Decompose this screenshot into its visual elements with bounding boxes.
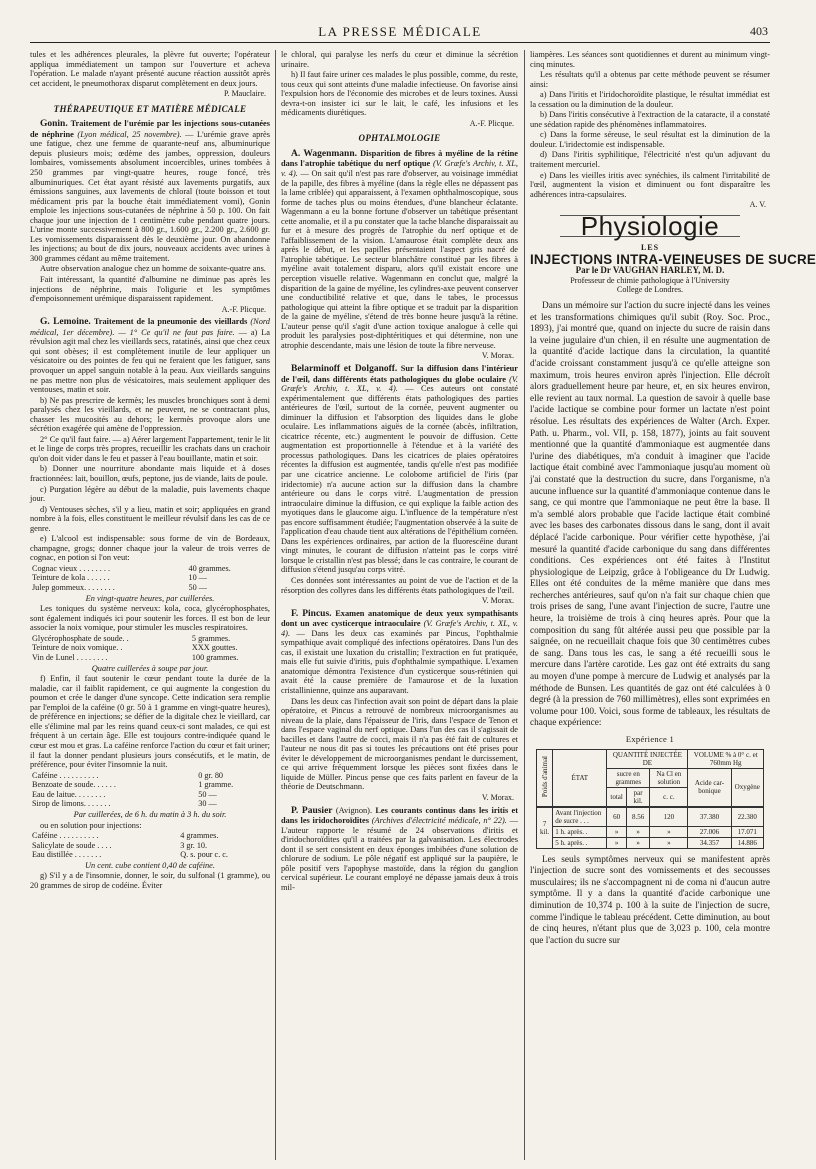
rx-dose: 10 — [188, 573, 207, 583]
prescription-line [30, 771, 270, 781]
paragraph: b) Dans l'iritis consécutive à l'extraction de la cataracte, il a constaté une sédation rapide des phénomènes inflammatoires. [530, 110, 770, 129]
running-title: LA PRESSE MÉDICALE [318, 24, 482, 39]
table-cell: 120 [650, 807, 688, 827]
abstract-text: — Dans les deux cas examinés par Pincus, l'ophthalmie sympathique avait compliqué des infections opératoires. Dans l'un des cas, il existait une luxation du cristallin; l'extraction en fut pratiquée, mais elle fut suivie d'iritis, puis d'ophthalmie sympathique. L'examen anatomique démontra l'existence d'un cysticerque sous-rétinien qui avait été la cause première de l'amaurose et de la luxation cristallinienne, quinze ans auparavant. [281, 628, 518, 695]
paragraph: h) Il faut faire uriner ces malades le plus possible, comme, du reste, tous ceux qui sont atteints d'une maladie infectieuse. On favorise ainsi l'expulsion hors de l'économie des microbes et de leurs toxines. Aussi devra-t-on insister ici sur le lait, le café, les infusions et les médicaments diurétiques. [281, 70, 518, 118]
abstract-text: — a) La révulsion agit mal chez les vieillards secs, ratatinés, ainsi que chez ceux qui sont obèses; il est complètement inutile de leur appliquer un vésicatoire ou des pointes de feu qui ne feraient que les fatiguer, sans provoquer un appel sanguin notable à la peau. Aux vieillards sanguins ne pas mettre non plus de vésicatoires, mais seulement appliquer des ventouses, matin et soir. [30, 327, 271, 395]
prescription-line [30, 634, 270, 644]
rx-item: Eau distillée . . . . . . . [32, 850, 102, 860]
section-heading: OPHTALMOLOGIE [358, 133, 441, 144]
article-kicker: LES [640, 243, 660, 253]
rx-item: Glycérophosphate de soude. . [32, 633, 129, 643]
table-cell: » [650, 837, 688, 848]
page-number: 403 [750, 24, 768, 38]
abstract-text: — L'auteur rapporte le résumé de 24 observations d'iritis et d'iridochoroïdites qu'il a traitées par la galvanisation. Les électrodes dont il se sert consistent en deux éponges imbibées d'une solution de chlorure de sodium. Le pôle négatif est appliqué sur la paupière, le pôle positif vers l'apophyse mastoïde, dans la région du ganglion cervical supérieur. Le courant employé ne dépasse jamais deux à trois mil- [281, 816, 518, 892]
rx-item: Benzoate de soude. . . . . . [32, 780, 116, 790]
table-header: Na Cl en solution [650, 768, 688, 787]
citation: (Nord médical, 1er décembre). — 1° Ce qu'il ne faut pas faire. [30, 317, 270, 337]
paragraph: a) Dans l'iritis et l'iridochoroïdite plastique, le résultat immédiat est la cessation ou la diminution de la douleur. [530, 90, 770, 109]
signature: A.-F. Plicque. [469, 118, 514, 128]
citation: (Lyon médical, 25 novembre). [77, 129, 182, 139]
paragraph: 2° Ce qu'il faut faire. — a) Aérer largement l'appartement, tenir le lit et le linge de corps très propres, recueillir les crachats dans un crachoir qu'on doit vider dans le feu et passer à l'eau bouillante, matin et soir. [30, 434, 270, 463]
table-cell: 34.357 [688, 837, 731, 848]
prescription-line [30, 799, 270, 809]
section-heading: THÉRAPEUTIQUE ET MATIÈRE MÉDICALE [53, 103, 247, 114]
abstract-title: Traitement de l'urémie par les injections sous-cutanées de néphrine [30, 119, 270, 139]
paragraph: Fait intéressant, la quantité d'albumine ne diminue pas après les injections de néphrine, mais l'oligurie et les symptômes d'empoisonnement urémique disparaissent rapidement. [30, 275, 270, 304]
signature: V. Morax. [481, 596, 514, 606]
prescription-1 [30, 564, 270, 593]
table-cell: 27.006 [688, 826, 731, 837]
paragraph: f) Enfin, il faut soutenir le cœur pendant toute la durée de la maladie, car il faiblit rapidement, ce qui augmente la congestion du poumon et crée le danger d'une syncope. Cette indication sera remplie par l'emploi de la caféine (0 gr. 50 à 1 gramme en vingt-quatre heures), de préférence en injections; se défier de la digitale chez le vieillard, car elle s'élimine mal par les reins quand ceux-ci sont malades, ce qui est fréquent à un certain âge. Elle est toujours contre-indiquée quand le cœur est mou et gras. La caféine renforce l'action du cœur et fait uriner; il faut la donner pendant plusieurs jours consécutifs, et le matin, de préférence, pour éviter l'insomnie la nuit. [30, 674, 270, 770]
abstract-pincus [281, 609, 518, 696]
prescription-4 [30, 831, 270, 860]
table-header: ÉTAT [553, 749, 607, 807]
prescription-3 [30, 771, 270, 809]
citation: (V. Græfe's Archiv, t. XL, v. 4). [281, 619, 518, 638]
paragraph: Dans les deux cas l'infection avait son point de départ dans la plaie opératoire, et Pincus a retrouvé de nombreux microorganismes au niveau de la plaie, dans l'épaisseur de l'iris, dans l'espace de Tenon et dans l'espace vaginal du nerf optique. Dans l'un des cas il s'agissait de bacilles et dans l'autre de cocci, mais il n'a pas été fait de cultures et l'auteur ne nous dit pas si toutes les précautions ont été prises pour éviter le développement de microorganismes pendant le durcissement, ce qui arrive fréquemment lorsque les pièces sont fixées dans le liquide de Müller. Pincus pense que ces faits parlent en faveur de la théorie de Deutschmann. [281, 696, 518, 792]
rx-item: Cognac vieux . . . . . . . . [32, 563, 110, 573]
rx-dose: 30 — [198, 799, 217, 809]
header-weight: Poids d'animal [540, 756, 549, 798]
paragraph: Dans un mémoire sur l'action du sucre injecté dans les veines et les transformations chimiques qu'il subit (Roy. Soc. Proc., 1893), j'ai montré que, quand on injecte du sucre de raisin dans la veine jugulaire d'un chien, il en résulte une augmentation de la quantité d'acide lactique dans la circulation, la quantité d'acide croissant constamment jusqu'à ce qu'elle atteigne son maximum, trois heures environ après l'injection. Elle décroît alors graduellement heure par heure, et, en six heures environ, elle revient au taux normal. La question de savoir à quelle base l'acide lactique se combine pour former un lactate n'est point résolue. Les résultats des expériences de Walter (Arch. Exper. Path. u. Pharm., vol. VII, p. 158, 1877), joints au fait souvent mentionné que la quantité d'ammoniaque est augmentée dans l'urine des diabétiques, m'a conduit à imaginer que l'acide lactique était combiné avec l'ammoniaque jusqu'au moment où j'ai constaté que la destruction du sucre, dans l'organisme, n'a aucune influence sur la quantité d'ammoniaque contenue dans le sang, ce qui montre que l'ammoniaque ne peut être la base. Il m'a semblé alors probable que l'acide lactique était combiné avec les bases des carbonates dissous dans le sang, dont il avait déplacé l'acide carbonique. Pour vérifier cette hypothèse, j'ai mesuré la quantité d'acide carbonique du sang dans différentes conditions. Ces expériences ont été faites à l'Institut physiologique de Leipzig, grâce à l'obligeance du Dr Ludwig. Elles ont été conduites de la même manière que dans mes recherches antérieures, sauf qu'on n'a fait sur chaque chien que trois prises de sang, l'une avant l'injection de sucre, l'autre une heure, la troisième de trois à cinq heures après. Pour que la composition du sang fût altérée aussi peu que possible par la saignée, on ne recueillait chaque fois que 30 centimètres cubes de sang. Dans tous les cas, le sang a été recueilli sous le mercure dans l'artère carotide. Les gaz ont été extraits du sang au moyen d'une pompe à mercure de Ludwig et analysés par la méthode de Bunsen. Les quantités de gaz ont été calculées à 0 degré (à la pression de 760 millimètres), elles sont exprimées en volume pour 100. Voici, sous forme de tableaux, les résultats de chaque expérience: [530, 301, 770, 729]
table-cell: 17.071 [731, 826, 763, 837]
author: F. Pincus. [291, 608, 332, 619]
author: Gonin. [40, 119, 68, 130]
table-header: Oxygène [731, 768, 763, 807]
abstract-belarminoff [281, 364, 518, 575]
signature: A.-F. Plicque. [221, 304, 266, 314]
table-header: VOLUME % à 0° c. et 760mm Hg [688, 749, 764, 768]
prescription-line [30, 573, 270, 583]
table-cell: 60 [607, 807, 627, 827]
table-cell: 37.380 [688, 807, 731, 827]
table-row [537, 807, 764, 827]
author: G. Lemoine. [40, 317, 91, 328]
table-cell: » [607, 837, 627, 848]
rx-item: Caféine . . . . . . . . . . [32, 831, 99, 841]
column-2 [281, 50, 518, 1160]
paragraph: g) S'il y a de l'insomnie, donner, le soir, du sulfonal (1 gramme), ou 20 grammes de sirop de codéine. Éviter [30, 871, 270, 890]
article-title: INJECTIONS INTRA-VEINEUSES DE SUCRE [530, 251, 816, 267]
column-rule-1 [275, 50, 276, 1160]
paragraph: e) L'alcool est indispensable: sous forme de vin de Bordeaux, champagne, grogs; donner chaque jour la valeur de trois verres de cognac, en potion si l'on veut: [30, 534, 270, 563]
table-cell: 7 kil. [537, 807, 553, 849]
abstract-title: Sur la diffusion dans l'intérieur de l'œil, dans différents états pathologiques du globe oculaire [281, 363, 518, 384]
author: A. Wagenmann. [291, 148, 357, 159]
prescription-line [30, 780, 270, 790]
rx-item: Teinture de kola . . . . . . [32, 573, 110, 583]
page-header [30, 22, 770, 43]
article-byline: Par le Dr VAUGHAN HARLEY, M. D. [575, 265, 725, 276]
abstract-title: Traitement de la pneumonie des vieillards [93, 317, 248, 327]
rx-dose: 4 grammes. [180, 831, 219, 841]
affiliation-line: College de Londres. [616, 285, 684, 295]
paragraph: c) Purgation légère au début de la maladie, puis lavements chaque jour. [30, 484, 270, 504]
table-header: QUANTITÉ INJECTÉE DE [607, 749, 688, 768]
article-body [530, 301, 770, 947]
abstract-pausier [281, 806, 518, 893]
column-3 [530, 50, 816, 1160]
paragraph: Les résultats qu'il a obtenus par cette méthode peuvent se résumer ainsi: [530, 70, 770, 89]
table-cell: » [626, 837, 649, 848]
table-header: total [607, 787, 627, 807]
paragraph: le chloral, qui paralyse les nerfs du cœur et diminue la sécrétion urinaire. [281, 50, 518, 69]
rx-item: Sirop de limons. . . . . . . [32, 799, 111, 809]
rx-dose: 40 grammes. [188, 563, 231, 573]
citation: (Archives d'électricité médicale, n° 22). [371, 816, 507, 826]
prescription-line [30, 643, 270, 653]
column-1 [30, 50, 270, 1160]
paragraph: b) Ne pas prescrire de kermès; les muscles bronchiques sont à demi paralysés chez les vieillards, et ne peuvent, ne se contractant plus, chasser les mucosités au dehors; le kermès provoque alors une sécrétion exagérée qui amène de l'oppression. [30, 395, 270, 434]
citation: (V. Græfe's Archiv, t. XL, v. 4). [281, 159, 519, 179]
table-cell: 8.56 [626, 807, 649, 827]
table-header: par kil. [626, 787, 649, 807]
rx-dose: 50 — [188, 583, 207, 593]
abstract-title: Examen anatomique de deux yeux sympathisants dont un avec cysticerque intraoculaire [281, 608, 519, 629]
table-cell: 14.886 [731, 837, 763, 848]
paragraph: liampères. Les séances sont quotidiennes et durent au minimum vingt-cinq minutes. [530, 50, 770, 69]
author: P. Pausier [291, 805, 333, 816]
paragraph: c) Dans la forme séreuse, le seul résultat est la diminution de la douleur. L'iridectomie est indispensable. [530, 130, 770, 149]
abstract-title: Les courants continus dans les iritis et dans les iridochoroïdites [281, 805, 518, 826]
paragraph: e) Dans les vieilles iritis avec synéchies, ils calment l'irritabilité de l'œil, augmentent la vision et diminuent ou font disparaître les adhérences intra-capsulaires. [530, 170, 770, 199]
paragraph: b) Donner une nourriture abondante mais liquide et à doses fractionnées: lait, bouillon, œufs, peptone, jus de viande, laits de poule. [30, 464, 270, 483]
author: Belarminoff et Dolganoff. [291, 363, 398, 374]
prescription-line [30, 564, 270, 574]
prescription-2 [30, 634, 270, 663]
table-cell: » [607, 826, 627, 837]
signature: V. Morax. [481, 793, 514, 803]
table-cell: Avant l'injection de sucre . . . [553, 807, 607, 827]
citation: (V. Græfe's Archiv, t. XL, v. 4). [281, 374, 518, 394]
abstract-gonin [30, 119, 270, 263]
abstract-lemoine [30, 317, 270, 394]
table-cell: 5 h. après. . [553, 837, 607, 848]
paragraph: ou en solution pour injections: [40, 820, 142, 830]
table-cell: 1 h. après. . [553, 826, 607, 837]
rx-item: Caféine . . . . . . . . . . [32, 770, 99, 780]
prescription-line [30, 831, 270, 841]
rx-dose: 5 grammes. [191, 633, 231, 643]
rx-item: Eau de laitue. . . . . . . . [32, 789, 106, 799]
results-table [536, 749, 764, 849]
abstract-text: — On sait qu'il n'est pas rare d'observer, au voisinage immédiat de la papille, des fibres à myéline (dans la règle elles ne dépassent pas la lame criblée) qui apparaissent, à l'examen ophthalmoscopique, sous forme de taches plus ou moins étendues, d'une blancheur éclatante. Wagenmann a eu la bonne fortune d'observer un tabétique présentant cette anomalie, et il a pu constater que la tache blanche disparaissait au fur et à mesure des progrès de l'atrophie du nerf optique et de l'affaiblissement de la vision. L'amaurose était complète deux ans après le début, et les papilles présentaient l'aspect gris nacré de l'atrophie tabétique. Le secteur blanchâtre constitué par les fibres à myéline avait totalement disparu, alors qu'il existait encore une perception visuelle relative. Wagenmann en conclut que, malgré la disparition de la gaine de myéline, les cylindres-axe peuvent conserver une conductibilité relative et que, dans le tabes, le processus pathologique qui atteint la fibre optique et se traduit par la disparition de la gaine de myéline, s'étend de très bonne heure jusqu'à la rétine. L'auteur pense qu'il s'agit d'une action toxique analogue à celle qui produit les paralysies post-diphtéritiques et qui détermine, non une atrophie descendante, mais une lésion de toute la fibre nerveuse. [281, 169, 518, 350]
prescription-note: Un cent. cube contient 0,40 de caféine. [85, 860, 215, 870]
rx-dose: XXX gouttes. [191, 643, 238, 653]
prescription-note: Par cuillerées, de 6 h. du matin à 3 h. du soir. [73, 810, 227, 820]
prescription-line [30, 850, 270, 860]
rx-item: Vin de Lunel . . . . . . . . [32, 653, 108, 663]
table-header: c. c. [650, 787, 688, 807]
signature: P. Mauclaire. [224, 89, 266, 99]
table-cell: 22.380 [731, 807, 763, 827]
table-cell: » [626, 826, 649, 837]
table-header [537, 749, 553, 807]
signature: A. V. [749, 200, 766, 210]
rx-item: Salicylate de soude . . . . [32, 840, 112, 850]
rx-item: Teinture de noix vomique. . [32, 643, 123, 653]
paragraph: Autre observation analogue chez un homme de soixante-quatre ans. [40, 264, 266, 274]
abstract-title: Disparition de fibres à myéline de la rétine dans l'atrophie tabétique du nerf optique [281, 148, 518, 169]
paragraph: Les toniques du système nerveux: kola, coca, glycérophosphates, sont également indiqués ici pour soutenir les forces. Il est bon de leur associer la noix vomique, pour stimuler les muscles respiratoires. [30, 604, 270, 633]
rx-dose: 0 gr. 80 [198, 770, 224, 780]
prescription-note: En vingt-quatre heures, par cuillerées. [85, 593, 215, 603]
prescription-note: Quatre cuillerées à soupe par jour. [91, 663, 209, 673]
column-rule-2 [524, 50, 525, 1160]
table-caption: Expérience 1 [625, 734, 675, 744]
rx-dose: 1 gramme. [198, 780, 234, 790]
article-affiliation [530, 276, 770, 295]
affiliation-line: Professeur de chimie pathologique à l'University [570, 275, 730, 285]
paragraph: d) Dans l'iritis syphilitique, l'électricité n'est qu'un adjuvant du traitement mercuriel. [530, 150, 770, 170]
paragraph: tules et les adhérences pleurales, la plèvre fut ouverte; l'opérateur appliqua immédiatement un tampon sur l'ouverture et acheva l'opération. Le malade n'ayant présenté aucune réaction aussitôt après cet accident, le pneumothorax disparut complètement en deux jours. [30, 50, 270, 88]
table-row [537, 826, 764, 837]
prescription-line [30, 583, 270, 593]
paragraph: d) Ventouses sèches, s'il y a lieu, matin et soir; appliquées en grand nombre à la fois, elles constituent le meilleur révulsif dans les cas de ce genre. [30, 504, 270, 533]
author-place: (Avignon). [335, 805, 373, 815]
abstract-wagenmann [281, 149, 518, 350]
rx-dose: 100 grammes. [191, 653, 239, 663]
abstract-text: — L'urémie grave après une fatigue, chez une femme de quarante-neuf ans, albuminurique depuis plusieurs mois; œdème des jambes, oppression, douleurs lombaires, vomissements absolument incoercibles, urines tombées à 250 grammes par vingt-quatre heures, rouge foncé, très albuminuriques. Cet état ayant résisté aux lavements purgatifs, aux émissions sanguines, aux lavements de chloral (toute boisson et tout médicament pris par la bouche était immédiatement vomi), Gonin emploie les injections sous-cutanées de néphrine à 50 p. 100. On fait chaque jour une injection de 1 centimètre cube pendant quatre jours. L'urine monte successivement à 800 gr., 1.600 gr., 2.200 gr., 2.600 gr. Les vomissements disparaissent dès le deuxième jour. On abandonne les injections; au bout de dix jours, nouveaux accidents avec urines à 300 grammes cédant au même traitement. [30, 129, 270, 263]
table-row [537, 837, 764, 848]
prescription-line [30, 790, 270, 800]
table-cell: » [650, 826, 688, 837]
prescription-line [30, 841, 270, 851]
rx-item: Julep gommeux. . . . . . . . [32, 583, 115, 593]
section-title: Physiologie [580, 210, 720, 241]
rx-dose: Q. s. pour c. c. [180, 850, 228, 860]
paragraph: Les seuls symptômes nerveux qui se manifestent après l'injection de sucre sont des vomissements et des secousses musculaires; ils ne s'accompagnent ni de coma ni d'aucun autre symptôme. Il y a dans la quantité d'acide carbonique une diminution de 10,374 p. 100 à la suite de l'injection de sucre, comme l'indique le tableau précédent. Cette diminution, au bout de cinq heures, n'étant plus que de 3,023 p. 100, cela montre que l'action du sucre sur [530, 854, 770, 946]
rx-dose: 50 — [198, 789, 217, 799]
prescription-line [30, 653, 270, 663]
paragraph: Ces données sont intéressantes au point de vue de l'action et de la résorption des collyres dans les différents états pathologiques de l'œil. [281, 575, 518, 595]
signature: V. Morax. [481, 351, 514, 361]
abstract-text: — Ces auteurs ont constaté expérimentalement que différents états pathologiques des parties antérieures de l'œil, surtout de la cornée, peuvent augmenter ou diminuer la diffusion et l'absorption des liquides dans le globe oculaire. Les inflammations aiguës de la cornée (abcès, infiltration, cicatrice récente, etc.) augmentent le pouvoir de diffusion. Cette augmentation est proportionnelle à l'étendue et à la variété des processus pathologiques. Dans les cicatrices de plaies opératoires récentes la diffusion est augmentée, tandis qu'elle n'est pas modifiée par une cicatrice ancienne. Le colobome artificiel de l'iris (par iridectomie) n'a aucune action sur la diffusion dans la chambre antérieure ou dans le corps vitré. L'augmentation de pression intraoculaire diminue la diffusion, ce qui explique la faible action des myotiques dans le glaucome aigu. L'influence de la température n'est pas encore suffisamment étudiée; l'augmentation observée à la suite de l'application d'eau chaude tient aux altérations de l'épithélium cornéen. Dans les expériences ordinaires, par action de la fluorescéine durant vingt minutes, le courant de diffusion n'atteint pas le corps vitré lorsque le cristallin n'est pas blessé; dans le cas contraire, le courant de diffusion s'étend jusqu'au corps vitré. [281, 384, 519, 575]
rx-dose: 3 gr. 10. [180, 840, 208, 850]
table-header: sucre en grammes [607, 768, 650, 787]
table-header: Acide car-bonique [688, 768, 731, 807]
